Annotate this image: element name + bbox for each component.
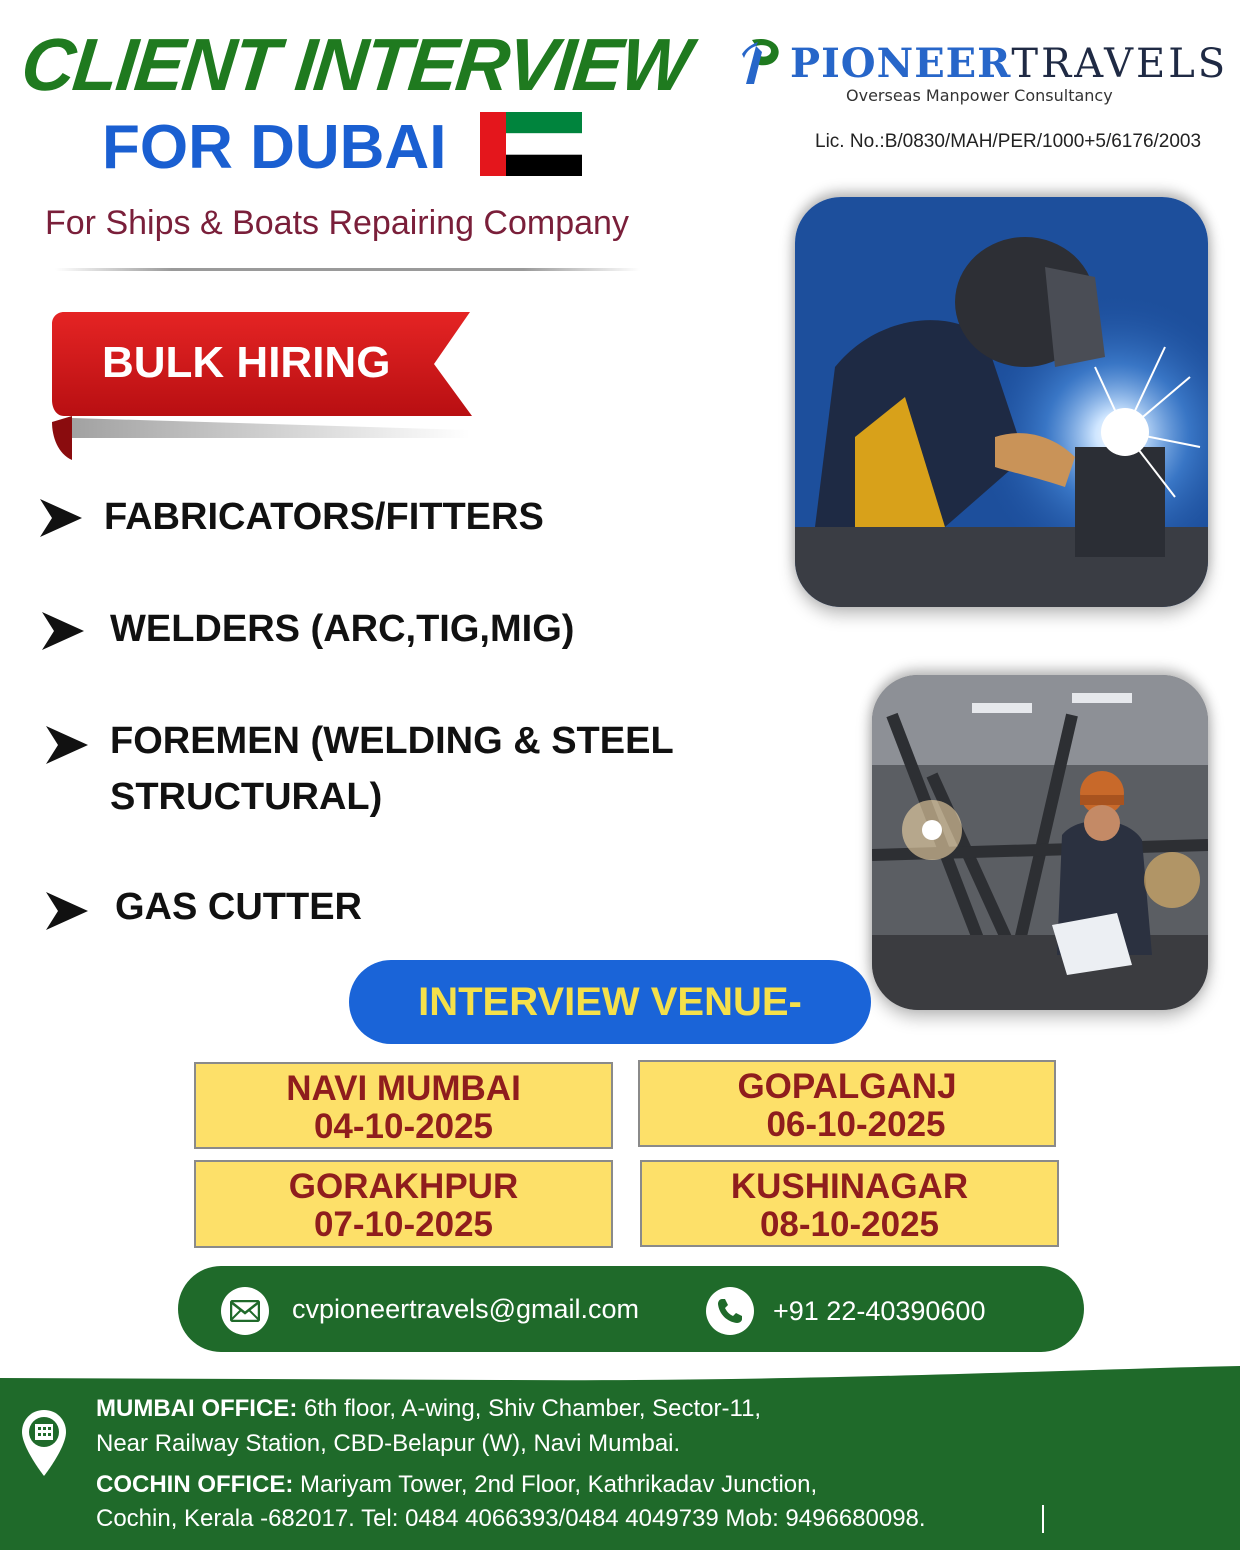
mumbai-office-line1 bbox=[96, 1395, 761, 1423]
job-foremen-line1: FOREMEN (WELDING & STEEL bbox=[110, 720, 674, 762]
venue-date: 08-10-2025 bbox=[759, 1205, 940, 1244]
mumbai-office-label: MUMBAI OFFICE: bbox=[96, 1395, 298, 1422]
uae-flag-icon bbox=[480, 112, 582, 176]
arrow-bullet-icon bbox=[38, 497, 84, 539]
welder-photo bbox=[795, 197, 1208, 607]
cochin-office-line2: Cochin, Kerala -682017. Tel: 0484 4066393/0484 4049739 Mob: 9496680098. bbox=[96, 1505, 926, 1532]
contact-phone[interactable]: +91 22-40390600 bbox=[773, 1296, 986, 1326]
pioneer-logo-icon bbox=[738, 34, 786, 88]
logo-name-part1: PIONEER bbox=[790, 40, 1012, 87]
logo-wordmark bbox=[790, 40, 1228, 87]
cochin-office-address1: Mariyam Tower, 2nd Floor, Kathrikadav Junction, bbox=[293, 1471, 818, 1498]
venue-date: 07-10-2025 bbox=[313, 1205, 494, 1244]
venue-box-kushinagar bbox=[640, 1160, 1059, 1247]
interview-venue-heading bbox=[349, 960, 871, 1044]
phone-icon bbox=[706, 1287, 754, 1335]
job-fabricators: FABRICATORS/FITTERS bbox=[104, 496, 544, 538]
job-gas-cutter: GAS CUTTER bbox=[115, 886, 362, 928]
mumbai-office-address1: 6th floor, A-wing, Shiv Chamber, Sector-11, bbox=[297, 1395, 762, 1422]
venue-date: 04-10-2025 bbox=[313, 1107, 494, 1146]
venue-city: NAVI MUMBAI bbox=[286, 1069, 521, 1108]
job-welders: WELDERS (ARC,TIG,MIG) bbox=[110, 608, 575, 650]
job-foremen-line2: STRUCTURAL) bbox=[110, 776, 383, 818]
envelope-icon bbox=[221, 1287, 269, 1335]
venue-city: GORAKHPUR bbox=[288, 1167, 519, 1206]
page-title: CLIENT INTERVIEW bbox=[17, 23, 694, 106]
venue-city: KUSHINAGAR bbox=[730, 1167, 969, 1206]
page-subtitle: FOR DUBAI bbox=[102, 113, 447, 182]
arrow-bullet-icon bbox=[44, 890, 90, 932]
divider bbox=[55, 268, 640, 271]
logo-name-part2: TRAVELS bbox=[1011, 41, 1229, 87]
location-pin-icon bbox=[20, 1408, 68, 1478]
venue-date: 06-10-2025 bbox=[766, 1105, 946, 1144]
venue-box-gopalganj bbox=[638, 1060, 1056, 1147]
venue-city: GOPALGANJ bbox=[737, 1067, 957, 1106]
interview-venue-label: INTERVIEW VENUE- bbox=[418, 979, 802, 1024]
license-number: Lic. No.:B/0830/MAH/PER/1000+5/6176/2003 bbox=[815, 131, 1202, 152]
workshop-photo bbox=[872, 675, 1208, 1010]
venue-box-gorakhpur bbox=[194, 1160, 613, 1248]
mumbai-office-line2: Near Railway Station, CBD-Belapur (W), Navi Mumbai. bbox=[96, 1430, 681, 1457]
contact-email[interactable]: cvpioneertravels@gmail.com bbox=[292, 1294, 640, 1324]
arrow-bullet-icon bbox=[40, 610, 86, 652]
venue-box-navi-mumbai bbox=[194, 1062, 613, 1149]
arrow-bullet-icon bbox=[44, 724, 90, 766]
company-tagline: For Ships & Boats Repairing Company bbox=[45, 204, 629, 242]
bulk-hiring-label: BULK HIRING bbox=[102, 338, 391, 387]
logo-tagline: Overseas Manpower Consultancy bbox=[846, 86, 1113, 105]
cochin-office-label: COCHIN OFFICE: bbox=[96, 1471, 294, 1498]
text-cursor bbox=[1042, 1505, 1044, 1533]
cochin-office-line1 bbox=[96, 1471, 817, 1499]
